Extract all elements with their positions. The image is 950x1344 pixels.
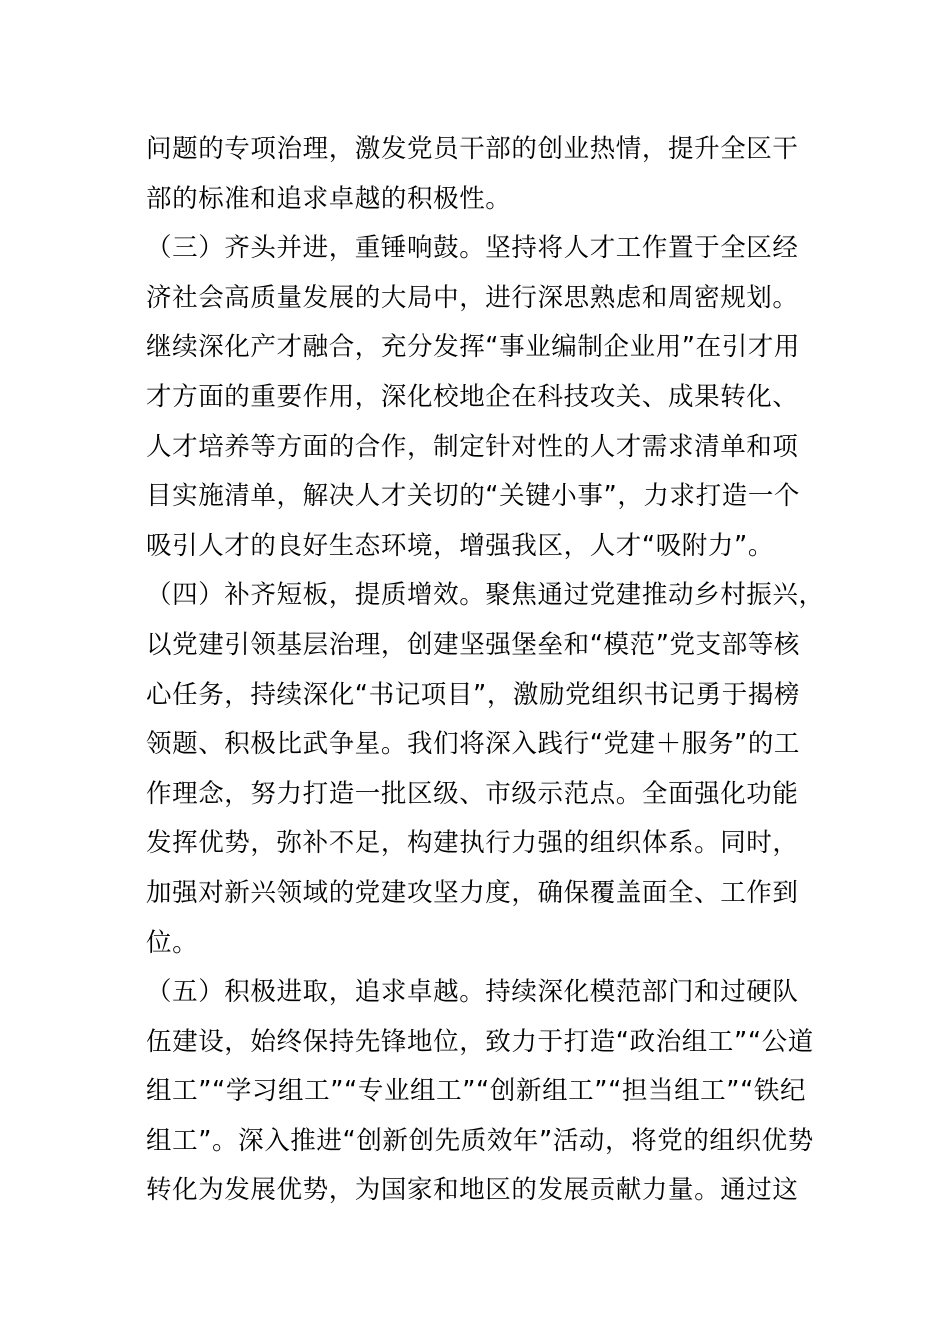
text-line: 目实施清单，解决人才关切的“关键小事”，力求打造一个 (146, 481, 801, 512)
text-line: 领题、积极比武争星。我们将深入践行“党建＋服务”的工 (146, 729, 801, 760)
text-line: 部的标准和追求卓越的积极性。 (146, 183, 512, 214)
text-line: 组工”。深入推进“创新创先质效年”活动，将党的组织优势 (146, 1125, 814, 1156)
text-line: 位。 (146, 927, 199, 958)
text-line: 发挥优势，弥补不足，构建执行力强的组织体系。同时， (146, 828, 799, 859)
text-line: 问题的专项治理，激发党员干部的创业热情，提升全区干 (146, 134, 799, 164)
text-line: 人才培养等方面的合作，制定针对性的人才需求清单和项 (146, 431, 799, 462)
text-line: （四）补齐短板，提质增效。聚焦通过党建推动乡村振兴， (146, 580, 825, 611)
text-line: 伍建设，始终保持先锋地位，致力于打造“政治组工”“公道 (146, 1026, 814, 1057)
text-line: 心任务，持续深化“书记项目”，激励党组织书记勇于揭榜 (146, 679, 801, 710)
body-text (146, 125, 846, 1216)
text-line: 吸引人才的良好生态环境，增强我区，人才“吸附力”。 (146, 530, 774, 561)
text-line: 以党建引领基层治理，创建坚强堡垒和“模范”党支部等核 (146, 629, 801, 660)
text-line: 作理念，努力打造一批区级、市级示范点。全面强化功能 (146, 778, 799, 809)
text-line: 济社会高质量发展的大局中，进行深思熟虑和周密规划。 (146, 282, 799, 313)
text-line: 转化为发展优势，为国家和地区的发展贡献力量。通过这 (146, 1175, 799, 1206)
text-line: （五）积极进取，追求卓越。持续深化模范部门和过硬队 (146, 977, 799, 1008)
text-line: （三）齐头并进，重锤响鼓。坚持将人才工作置于全区经 (146, 233, 799, 264)
text-line: 加强对新兴领域的党建攻坚力度，确保覆盖面全、工作到 (146, 877, 799, 908)
text-line: 才方面的重要作用，深化校地企在科技攻关、成果转化、 (146, 381, 799, 412)
text-line: 组工”“学习组工”“专业组工”“创新组工”“担当组工”“铁纪 (146, 1076, 807, 1107)
text-line: 继续深化产才融合，充分发挥“事业编制企业用”在引才用 (146, 332, 801, 363)
